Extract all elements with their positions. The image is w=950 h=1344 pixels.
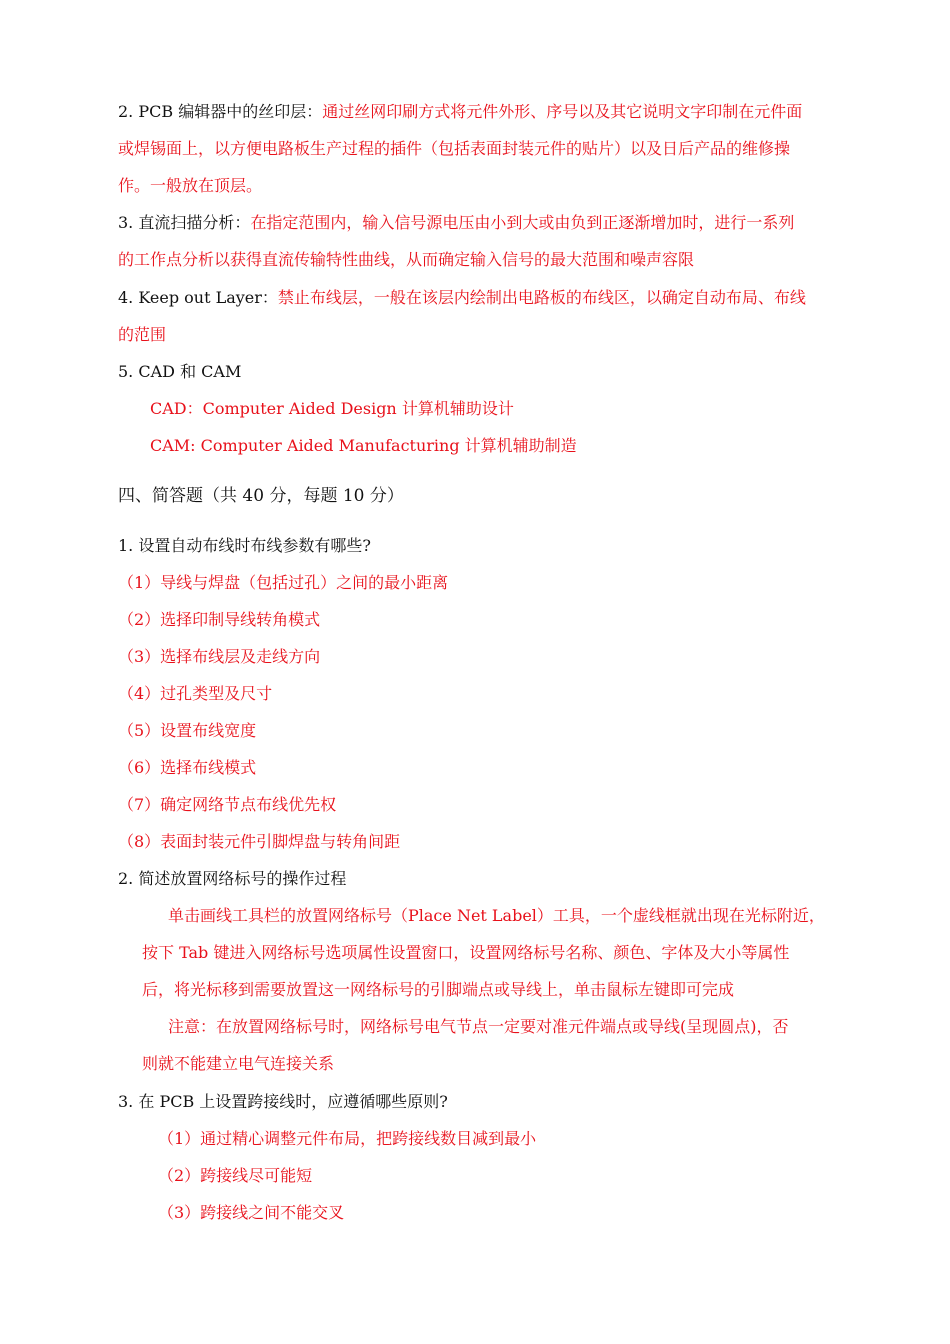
q5-cad: CAD：Computer Aided Design 计算机辅助设计 xyxy=(150,399,514,418)
s1-item-1: （1）导线与焊盘（包括过孔）之间的最小距离 xyxy=(118,573,449,592)
s1-item-6: （6）选择布线模式 xyxy=(118,758,257,777)
s2-p1-line-1: 单击画线工具栏的放置网络标号（Place Net Label）工具，一个虚线框就出现在光标附近， xyxy=(168,906,825,925)
section4-heading: 四、简答题（共 40 分，每题 10 分） xyxy=(118,486,404,506)
s3-item-1: （1）通过精心调整元件布局，把跨接线数目减到最小 xyxy=(158,1129,537,1148)
q4-answer-2: 的范围 xyxy=(118,325,167,344)
q4-line-1 xyxy=(118,286,838,310)
s3-item-2: （2）跨接线尽可能短 xyxy=(158,1166,313,1185)
q2-answer-3: 作。一般放在顶层。 xyxy=(118,176,263,195)
q2-answer-1: 通过丝网印刷方式将元件外形、序号以及其它说明文字印制在元件面 xyxy=(322,102,803,121)
q4-label: 4. Keep out Layer： xyxy=(118,288,278,307)
q3-answer-1: 在指定范围内，输入信号源电压由小到大或由负到正逐渐增加时，进行一系列 xyxy=(250,213,795,232)
q2-label: 2. PCB 编辑器中的丝印层： xyxy=(118,102,323,121)
q4-answer-1: 禁止布线层，一般在该层内绘制出电路板的布线区，以确定自动布局、布线 xyxy=(277,288,806,307)
s3-question: 3. 在 PCB 上设置跨接线时，应遵循哪些原则? xyxy=(118,1092,448,1111)
s1-item-2: （2）选择印制导线转角模式 xyxy=(118,610,321,629)
q5-cam: CAM: Computer Aided Manufacturing 计算机辅助制造 xyxy=(150,436,577,455)
q2-answer-2: 或焊锡面上，以方便电路板生产过程的插件（包括表面封装元件的贴片）以及日后产品的维修操 xyxy=(118,139,791,158)
s2-p2-line-2: 则就不能建立电气连接关系 xyxy=(142,1054,335,1073)
q3-label: 3. 直流扫描分析： xyxy=(118,213,251,232)
s2-p2-line-1: 注意：在放置网络标号时，网络标号电气节点一定要对准元件端点或导线(呈现圆点)，否 xyxy=(168,1017,789,1036)
s1-question: 1. 设置自动布线时布线参数有哪些? xyxy=(118,536,371,555)
s2-p1-line-3: 后，将光标移到需要放置这一网络标号的引脚端点或导线上，单击鼠标左键即可完成 xyxy=(142,980,735,999)
s1-item-3: （3）选择布线层及走线方向 xyxy=(118,647,321,666)
s3-item-3: （3）跨接线之间不能交叉 xyxy=(158,1203,345,1222)
q2-line-1 xyxy=(118,100,838,124)
q3-line-1 xyxy=(118,211,838,235)
s2-p1-line-2: 按下 Tab 键进入网络标号选项属性设置窗口，设置网络标号名称、颜色、字体及大小等属性 xyxy=(142,943,790,962)
q5-label: 5. CAD 和 CAM xyxy=(118,362,242,381)
s1-item-7: （7）确定网络节点布线优先权 xyxy=(118,795,337,814)
s1-item-5: （5）设置布线宽度 xyxy=(118,721,257,740)
s2-question: 2. 简述放置网络标号的操作过程 xyxy=(118,869,347,888)
s1-item-4: （4）过孔类型及尺寸 xyxy=(118,684,273,703)
q3-answer-2: 的工作点分析以获得直流传输特性曲线，从而确定输入信号的最大范围和噪声容限 xyxy=(118,250,695,269)
s1-item-8: （8）表面封装元件引脚焊盘与转角间距 xyxy=(118,832,401,851)
